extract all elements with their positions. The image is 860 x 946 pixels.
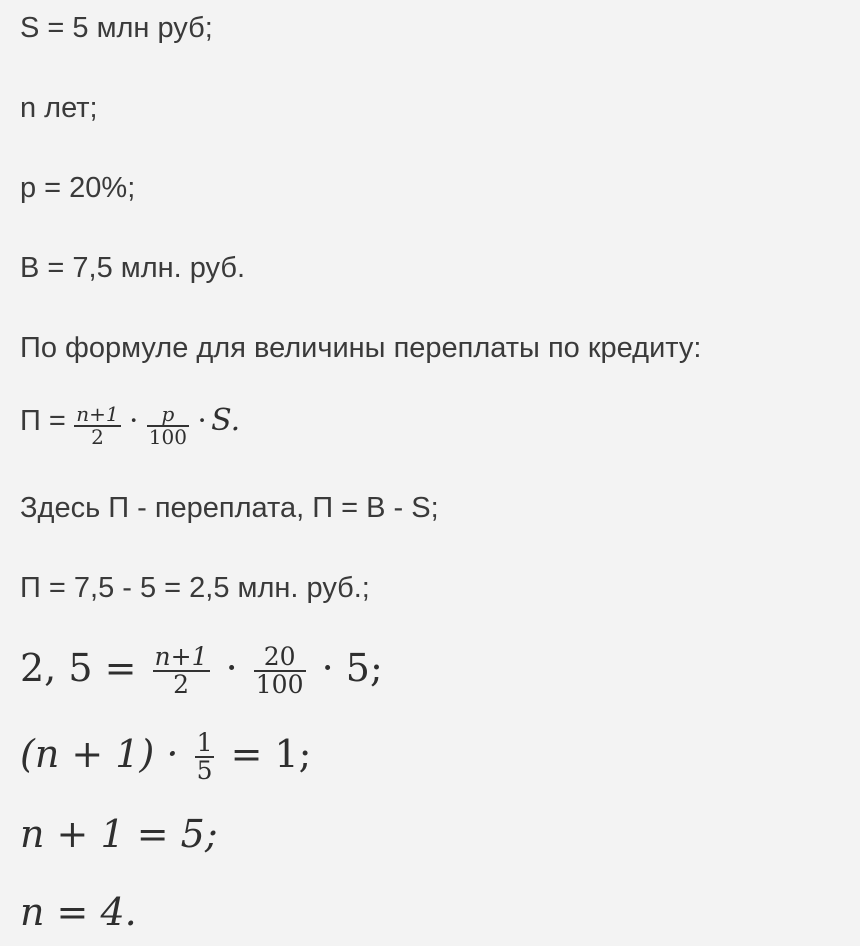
equation-2-tail: = 1; [230, 731, 312, 776]
definition-line: Здесь П - переплата, П = B - S; [20, 492, 439, 524]
formula-line [20, 404, 240, 448]
equation-1-fraction-1-denominator: 2 [173, 670, 189, 700]
formula-lhs: П = [20, 405, 66, 438]
given-s-line: S = 5 млн руб; [20, 12, 213, 44]
formula-intro-line: По формуле для величины переплаты по кредиту: [20, 332, 702, 364]
formula-fraction-2-denominator: 100 [148, 425, 187, 449]
given-p-line: p = 20%; [20, 172, 136, 204]
formula-fraction-2 [147, 404, 189, 448]
equation-1-lhs: 2, 5 = [20, 645, 137, 690]
equation-1-fraction-2-numerator: 20 [254, 644, 306, 672]
formula-fraction-1-numerator: n+1 [76, 402, 119, 426]
formula-dot-1: · [129, 403, 139, 438]
equation-1-fraction-1-numerator: n+1 [154, 642, 208, 671]
equation-2-fraction-denominator: 5 [196, 756, 213, 786]
formula-dot-2: · [197, 403, 207, 438]
equation-2-lhs: (n + 1) · [20, 731, 179, 776]
equation-3-line: n + 1 = 5; [20, 812, 218, 856]
overpay-line: П = 7,5 - 5 = 2,5 млн. руб.; [20, 572, 370, 604]
formula-fraction-1-denominator: 2 [91, 425, 104, 449]
equation-2-fraction-numerator: 1 [196, 728, 213, 757]
formula-tail: S. [211, 403, 241, 439]
formula-fraction-1 [74, 404, 120, 448]
formula-fraction-2-numerator: p [147, 404, 189, 427]
equation-4-line: n = 4. [20, 890, 137, 934]
equation-1-dot-2: · [321, 645, 334, 690]
equation-1-fraction-2-denominator: 100 [255, 670, 304, 700]
equation-1-fraction-2 [254, 644, 306, 699]
equation-2-fraction [195, 730, 215, 785]
equation-2-line [20, 730, 311, 785]
equation-1-dot-1: · [225, 645, 238, 690]
given-b-line: B = 7,5 млн. руб. [20, 252, 246, 284]
equation-1-fraction-1 [153, 644, 210, 699]
equation-1-line [20, 644, 383, 699]
equation-1-tail: 5; [345, 645, 383, 690]
given-n-line: n лет; [20, 92, 98, 124]
